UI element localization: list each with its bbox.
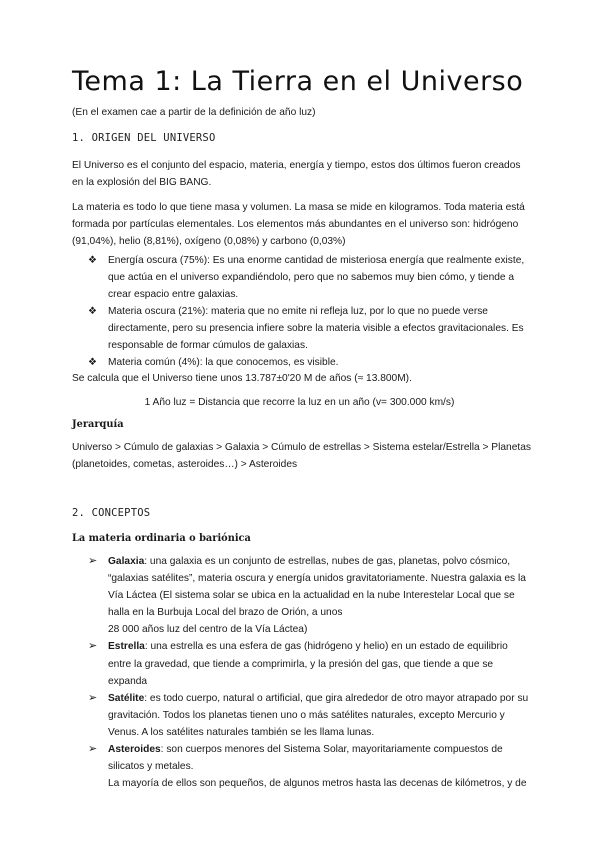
diamond-bullet-icon: ❖ [88,306,97,317]
arrow-bullet-icon: ➢ [88,743,98,756]
list-item-text: Energía oscura (75%): Es una enorme cantidad de misteriosa energía que realmente existe, que actúa en el universo expandiéndolo, pero que no sabemos muy bien cómo, y tiende a crear espacio entre galaxias. [108,255,525,300]
hierarchy-heading: Jerarquía [72,419,124,430]
list-item [88,741,533,792]
arrow-bullet-icon: ➢ [88,555,98,567]
list-item [88,638,533,689]
term-galaxia: Galaxia [108,556,145,567]
arrow-bullet-icon: ➢ [88,691,98,704]
list-item-text: Materia común (4%): la que conocemos, es visible. [108,357,339,368]
list-item [88,303,533,354]
diamond-bullet-icon: ❖ [88,255,97,266]
definition-text: : son cuerpos menores del Sistema Solar, mayoritariamente compuestos de silicatos y metales. [108,744,503,773]
section-heading-origen: 1. ORIGEN DEL UNIVERSO [72,132,216,144]
universe-age: Se calcula que el Universo tiene unos 13.787±0'20 M de años (≈ 13.800M). [72,373,412,384]
term-estrella: Estrella [108,641,145,653]
page-title: Tema 1: La Tierra en el Universo [72,66,524,97]
dark-matter-list [88,252,533,371]
list-item-text: Materia oscura (21%): materia que no emite ni refleja luz, por lo que no puede verse directamente, pero su presencia infiere sobre la materia visible a efectos gravitacionales. Es responsable de formar cúmulos de galaxias. [108,306,524,351]
definition-text: : una galaxia es un conjunto de estrellas, nubes de gas, planetas, polvo cósmico, “galaxias satélites”, materia oscura y energía unidos gravitatoriamente. Nuestra galaxia es la Vía Láctea (El sistema solar se ubica en la actualidad en la nube Interestelar Local que se halla en la Burbuja Local del brazo de Orión, a unos [108,556,526,619]
arrow-bullet-icon: ➢ [88,640,98,653]
section-heading-conceptos: 2. CONCEPTOS [72,507,151,519]
definition-text: : es todo cuerpo, natural o artificial, que gira alrededor de otro mayor atrapado por su gravitación. Todos los planetas tienen uno o más satélites naturales, excepto Mercurio y Venus. A los satélites naturales también se les llama lunas. [108,692,529,738]
light-year-definition: 1 Año luz = Distancia que recorre la luz en un año (v= 300.000 km/s) [144,397,455,408]
paragraph-materia: La materia es todo lo que tiene masa y volumen. La masa se mide en kilogramos. Toda materia está formada por partículas elementales. Los elementos más abundantes en el universo son: hidrógeno (91,04%), helio (8,81%), oxígeno (0,08%) y carbono (0,03%) [72,202,525,247]
diamond-bullet-icon: ❖ [88,357,97,368]
paragraph-universo: El Universo es el conjunto del espacio, materia, energía y tiempo, estos dos últimos fueron creados en la explosión del BIG BANG. [72,160,521,188]
exam-note: (En el examen cae a partir de la definición de año luz) [72,107,316,118]
definition-extra: 28 000 años luz del centro de la Vía Láctea) [108,624,308,636]
list-item [88,553,533,638]
subheading-materia-ordinaria: La materia ordinaria o bariónica [72,533,251,544]
list-item [88,252,533,303]
list-item [88,354,533,371]
list-item [88,690,533,741]
term-satelite: Satélite [108,692,145,704]
hierarchy-text: Universo > Cúmulo de galaxias > Galaxia > Cúmulo de estrellas > Sistema estelar/Estrella > Planetas (planetoides, cometas, asteroides…) > Asteroides [72,442,531,470]
definition-extra: La mayoría de ellos son pequeños, de algunos metros hasta las decenas de kilómetros, y de [108,778,527,790]
concepts-list [88,553,533,792]
term-asteroides: Asteroides [108,744,161,756]
definition-text: : una estrella es una esfera de gas (hidrógeno y helio) en un estado de equilibrio entre la gravedad, que tiende a comprimirla, y la presión del gas, que tiende a que se expanda [108,641,508,687]
